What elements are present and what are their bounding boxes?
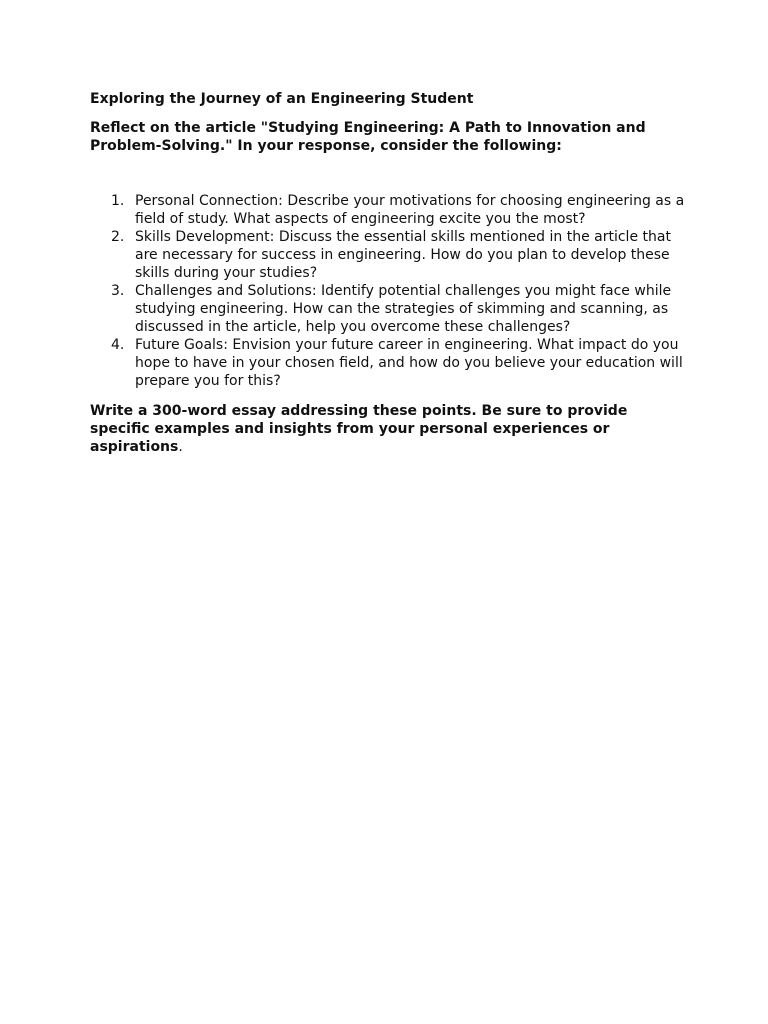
essay-instructions-text: Write a 300-word essay addressing these points. Be sure to provide specific examples and insights from your personal experiences or aspirations [90, 403, 628, 455]
essay-instructions [90, 402, 690, 456]
question-item-challenges-solutions: Challenges and Solutions: Identify potential challenges you might face while studying engineering. How can the strategies of skimming and scanning, as discussed in the article, help you overcome these challenges? [135, 283, 672, 335]
question-item-personal-connection: Personal Connection: Describe your motivations for choosing engineering as a field of study. What aspects of engineering excite you the most? [135, 193, 685, 227]
question-item-future-goals: Future Goals: Envision your future career in engineering. What impact do you hope to have in your chosen field, and how do you believe your education will prepare you for this? [135, 337, 683, 389]
question-list [90, 192, 690, 390]
document-page [90, 90, 690, 456]
question-item-skills-development: Skills Development: Discuss the essential skills mentioned in the article that are necessary for success in engineering. How do you plan to develop these skills during your studies? [135, 229, 671, 281]
essay-instructions-period: . [178, 439, 183, 455]
document-title: Exploring the Journey of an Engineering Student [90, 91, 474, 107]
reflection-prompt: Reflect on the article "Studying Engineering: A Path to Innovation and Problem-Solving." In your response, consider the following: [90, 120, 646, 154]
